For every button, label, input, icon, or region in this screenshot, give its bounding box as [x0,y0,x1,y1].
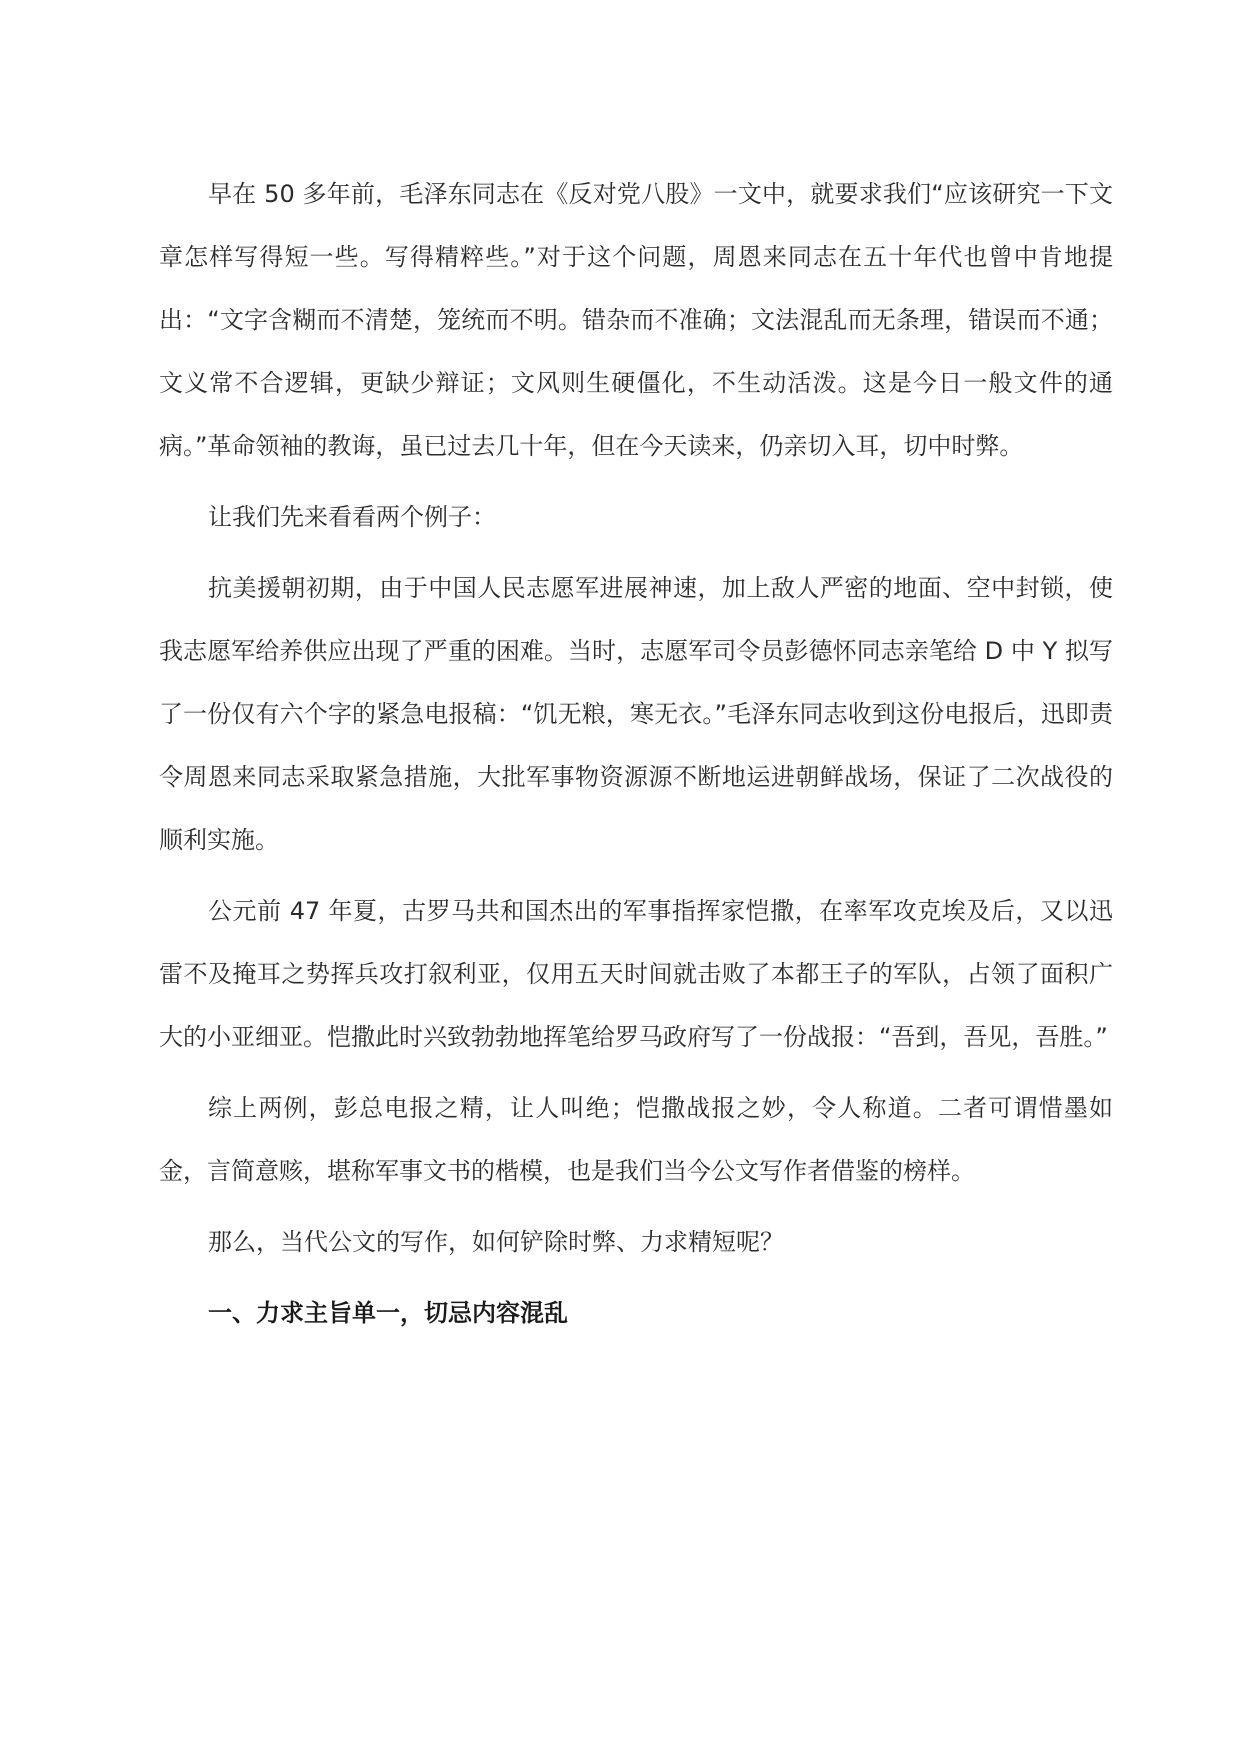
paragraph-example-caesar: 公元前 47 年夏，古罗马共和国杰出的军事指挥家恺撒，在率军攻克埃及后，又以迅雷不及掩耳之势挥兵攻打叙利亚，仅用五天时间就击败了本都王子的军队，占领了面积广大的小亚细亚。恺撒此时兴致勃勃地挥笔给罗马政府写了一份战报：“吾到，吾见，吾胜。” [159,897,1113,1051]
document-body [159,163,1113,1353]
section-heading: 一、力求主旨单一，切忌内容混乱 [208,1299,568,1327]
paragraph-intro: 早在 50 多年前，毛泽东同志在《反对党八股》一文中，就要求我们“应该研究一下文章怎样写得短一些。写得精粹些。”对于这个问题，周恩来同志在五十年代也曾中肯地提出：“文字含糊而不清楚，笼统而不明。错杂而不准确；文法混乱而无条理，错误而不通；文义常不合逻辑，更缺少辩证；文风则生硬僵化，不生动活泼。这是今日一般文件的通病。”革命领袖的教诲，虽已过去几十年，但在今天读来，仍亲切入耳，切中时弊。 [159,180,1113,460]
paragraph-question: 那么，当代公文的写作，如何铲除时弊、力求精短呢？ [208,1228,784,1256]
paragraph-examples-lead: 让我们先来看看两个例子： [208,503,496,531]
paragraph-summary: 综上两例，彭总电报之精，让人叫绝；恺撒战报之妙，令人称道。二者可谓惜墨如金，言简意赅，堪称军事文书的楷模，也是我们当今公文写作者借鉴的榜样。 [159,1094,1113,1185]
paragraph-example-korea: 抗美援朝初期，由于中国人民志愿军进展神速，加上敌人严密的地面、空中封锁，使我志愿军给养供应出现了严重的困难。当时，志愿军司令员彭德怀同志亲笔给 D 中 Y 拟写了一份仅有六个字的紧急电报稿：“饥无粮，寒无衣。”毛泽东同志收到这份电报后，迅即责令周恩来同志采取紧急措施，大批军事物资源源不断地运进朝鲜战场，保证了二次战役的顺利实施。 [159,574,1113,854]
